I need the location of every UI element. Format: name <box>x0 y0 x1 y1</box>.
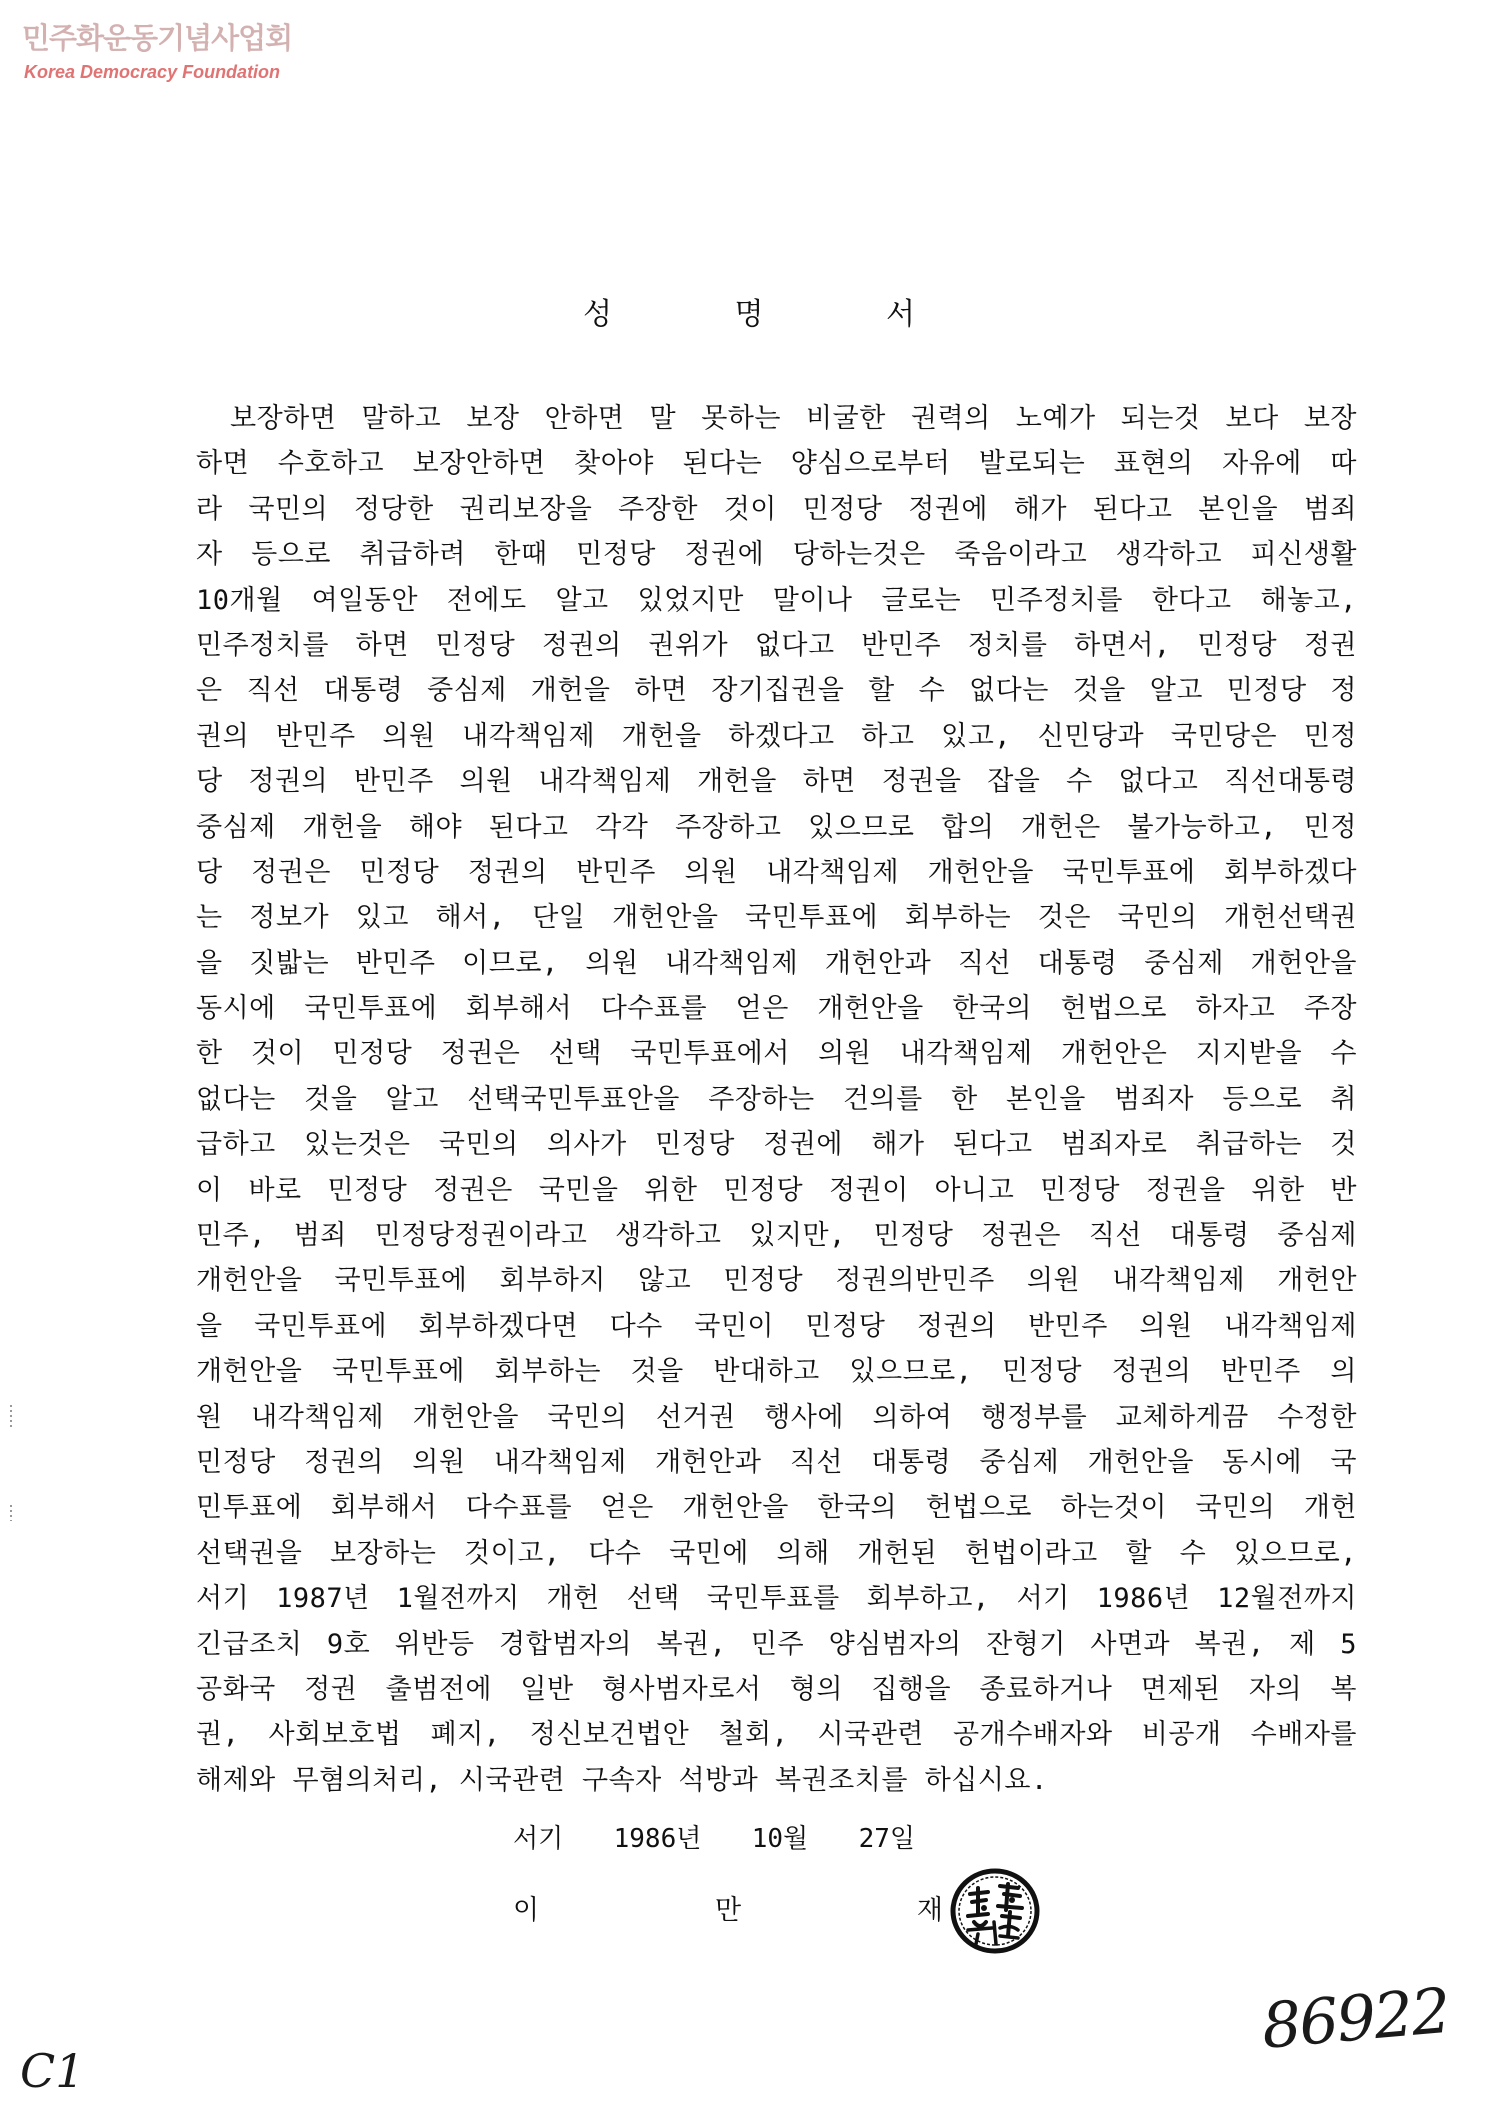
body-line: 권, 사회보호법 폐지, 정신보건법안 철회, 시국관련 공개수배자와 비공개 수배자를 <box>196 1719 1357 1751</box>
scan-margin-mark <box>10 1405 12 1427</box>
body-line: 10개월 여일동안 전에도 알고 있었지만 말이나 글로는 민주정치를 한다고 해놓고, <box>196 584 1357 616</box>
body-line: 이 바로 민정당 정권은 국민을 위한 민정당 정권이 아니고 민정당 정권을 위한 반 <box>196 1174 1357 1206</box>
body-line: 은 직선 대통령 중심제 개헌을 하면 장기집권을 할 수 없다는 것을 알고 민정당 정 <box>196 675 1357 707</box>
body-line: 선택권을 보장하는 것이고, 다수 국민에 의해 개헌된 헌법이라고 할 수 있으므로, <box>196 1537 1357 1569</box>
body-line: 긴급조치 9호 위반등 경합범자의 복권, 민주 양심범자의 잔형기 사면과 복권, 제 5 <box>196 1628 1357 1660</box>
body-line: 민주, 범죄 민정당정권이라고 생각하고 있지만, 민정당 정권은 직선 대통령 중심제 <box>196 1220 1357 1252</box>
body-line: 라 국민의 정당한 권리보장을 주장한 것이 민정당 정권에 해가 된다고 본인을 범죄 <box>196 493 1357 525</box>
body-line: 는 정보가 있고 해서, 단일 개헌안을 국민투표에 회부하는 것은 국민의 개헌선택권 <box>196 902 1357 934</box>
watermark-english: Korea Democracy Foundation <box>24 62 281 82</box>
handwritten-corner-mark: C1 <box>20 2044 85 2098</box>
body-line: 해제와 무혐의처리, 시국관련 구속자 석방과 복권조치를 하십시요. <box>196 1764 1048 1796</box>
body-line: 하면 수호하고 보장안하면 찾아야 된다는 양심으로부터 발로되는 표현의 자유에 따 <box>196 448 1357 480</box>
body-line: 권의 반민주 의원 내각책임제 개헌을 하겠다고 하고 있고, 신민당과 국민당은 민정 <box>196 720 1357 752</box>
body-line: 민투표에 회부해서 다수표를 얻은 개헌안을 한국의 헌법으로 하는것이 국민의 개헌 <box>196 1492 1357 1524</box>
watermark-korean: 민주화운동기념사업회 <box>22 21 293 55</box>
body-line: 개헌안을 국민투표에 회부하는 것을 반대하고 있으므로, 민정당 정권의 반민주 의 <box>196 1356 1357 1388</box>
signatory-name: 이 만 재 <box>513 1895 943 1926</box>
document-title: 성 명 서 <box>583 297 915 332</box>
body-line: 원 내각책임제 개헌안을 국민의 선거권 행사에 의하여 행정부를 교체하게끔 수정한 <box>196 1401 1357 1433</box>
body-line: 급하고 있는것은 국민의 의사가 민정당 정권에 해가 된다고 범죄자로 취급하는 것 <box>196 1129 1357 1161</box>
body-line: 당 정권의 반민주 의원 내각책임제 개헌을 하면 정권을 잡을 수 없다고 직선대통령 <box>196 766 1357 798</box>
body-line: 서기 1987년 1월전까지 개헌 선택 국민투표를 회부하고, 서기 1986년 12월전까지 <box>196 1583 1357 1615</box>
body-line: 을 짓밟는 반민주 이므로, 의원 내각책임제 개헌안과 직선 대통령 중심제 개헌안을 <box>196 947 1357 979</box>
scan-margin-mark <box>10 1505 12 1521</box>
body-line: 당 정권은 민정당 정권의 반민주 의원 내각책임제 개헌안을 국민투표에 회부하겠다 <box>196 856 1357 888</box>
body-line: 자 등으로 취급하려 한때 민정당 정권에 당하는것은 죽음이라고 생각하고 피신생활 <box>196 539 1357 571</box>
body-line: 중심제 개헌을 해야 된다고 각각 주장하고 있으므로 합의 개헌은 불가능하고, 민정 <box>196 811 1357 843</box>
handwritten-archive-number: 86922 <box>1258 1973 1452 2063</box>
body-line: 을 국민투표에 회부하겠다면 다수 국민이 민정당 정권의 반민주 의원 내각책임제 <box>196 1310 1357 1342</box>
statement-body <box>196 396 1357 1803</box>
body-line: 공화국 정권 출범전에 일반 형사범자로서 형의 집행을 종료하거나 면제된 자의 복 <box>196 1673 1357 1705</box>
body-line: 동시에 국민투표에 회부해서 다수표를 얻은 개헌안을 한국의 헌법으로 하자고 주장 <box>196 993 1357 1025</box>
body-line: 보장하면 말하고 보장 안하면 말 못하는 비굴한 권력의 노예가 되는것 보다 보장 <box>230 403 1357 434</box>
seal-stamp-icon <box>948 1864 1042 1958</box>
body-line: 개헌안을 국민투표에 회부하지 않고 민정당 정권의반민주 의원 내각책임제 개헌안 <box>196 1265 1357 1297</box>
body-line: 민정당 정권의 의원 내각책임제 개헌안과 직선 대통령 중심제 개헌안을 동시에 국 <box>196 1446 1357 1478</box>
statement-date: 서기 1986년 10월 27일 <box>513 1824 915 1854</box>
body-line: 없다는 것을 알고 선택국민투표안을 주장하는 건의를 한 본인을 범죄자 등으로 취 <box>196 1083 1357 1115</box>
body-line: 민주정치를 하면 민정당 정권의 권위가 없다고 반민주 정치를 하면서, 민정당 정권 <box>196 629 1357 661</box>
body-line: 한 것이 민정당 정권은 선택 국민투표에서 의원 내각책임제 개헌안은 지지받을 수 <box>196 1038 1357 1070</box>
